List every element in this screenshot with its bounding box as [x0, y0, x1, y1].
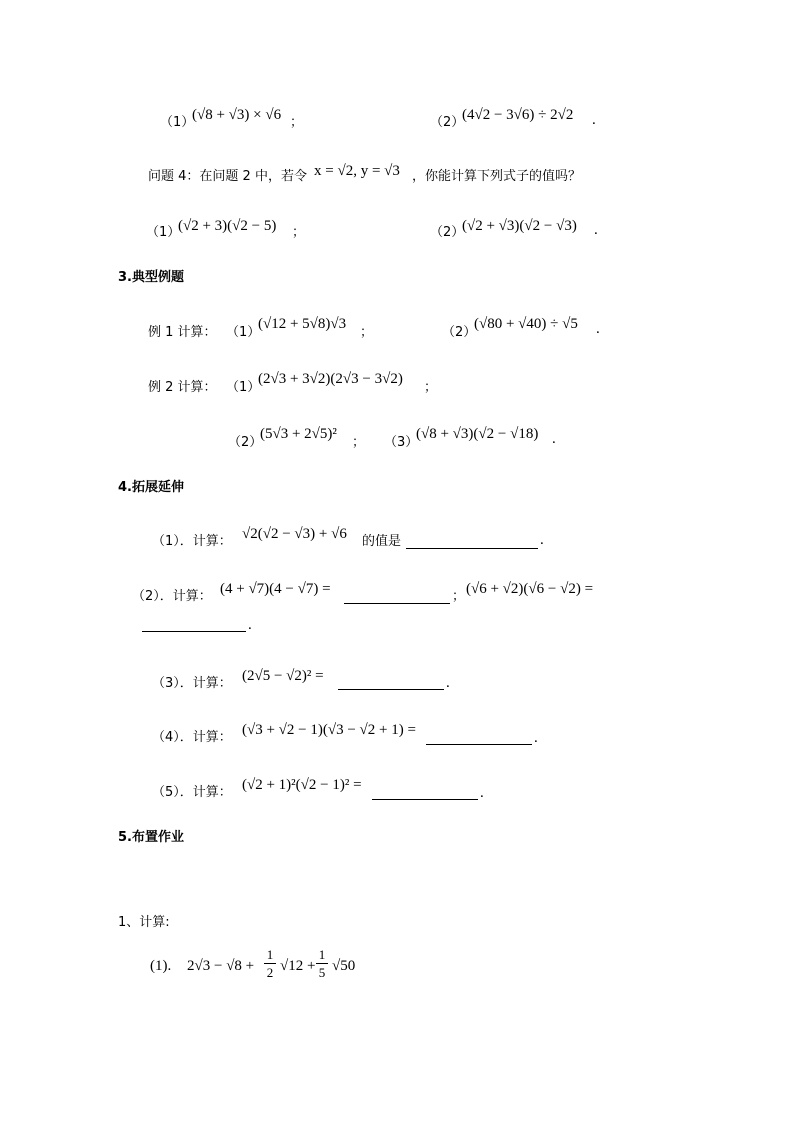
ext3-end: . [446, 675, 450, 691]
ext3-answer-blank[interactable] [338, 677, 444, 690]
ext1-answer-blank[interactable] [406, 536, 538, 549]
ext5-end: . [480, 785, 484, 801]
homework-title: 1、计算: [118, 915, 170, 930]
ext5-expr: (√2 + 1)²(√2 − 1)² = [242, 777, 362, 793]
frac2-numerator: 1 [318, 947, 326, 962]
homework-expr-part-c: √50 [332, 958, 356, 974]
ex1-end2: . [596, 321, 600, 337]
ext3-label: （3）．计算： [152, 676, 232, 691]
ext2-expr1: (4 + √7)(4 − √7) = [220, 581, 331, 597]
frac1-bar [264, 963, 276, 964]
ex1-sep1: ； [360, 325, 374, 340]
ext2-label: （2）．计算： [132, 589, 212, 604]
section-5-heading: 5.布置作业 [118, 830, 184, 845]
homework-expr-part-a: 2√3 − √8 + [187, 958, 255, 974]
row2-expr2: (√2 + √3)(√2 − √3) [462, 218, 577, 234]
row1-expr1: (√8 + √3) × √6 [192, 107, 282, 123]
ex1-expr1: (√12 + 5√8)√3 [258, 316, 347, 332]
homework-label: (1). [150, 958, 172, 974]
ex1-label1: （1） [226, 325, 261, 340]
row2-end2: . [594, 222, 598, 238]
ext1-end: . [540, 532, 544, 548]
ext4-label: （4）．计算： [152, 730, 232, 745]
ex1-expr2: (√80 + √40) ÷ √5 [474, 316, 578, 332]
ex1-prefix: 例 1 计算： [148, 325, 217, 340]
homework-frac2 [316, 948, 328, 979]
ext5-answer-blank[interactable] [372, 787, 478, 800]
ex2-prefix: 例 2 计算： [148, 380, 217, 395]
ext4-answer-blank[interactable] [426, 732, 532, 745]
ext2-sep: ； [452, 589, 466, 604]
frac1-numerator: 1 [266, 947, 274, 962]
ex2-label1: （1） [226, 380, 261, 395]
ext1-tail: 的值是 [362, 534, 402, 549]
ext1-label: （1）．计算： [152, 534, 232, 549]
row1-end2: . [592, 112, 596, 128]
ex2-sep1: ； [424, 380, 438, 395]
ex2-label3: （3） [384, 435, 419, 450]
section-3-heading: 3.典型例题 [118, 270, 184, 285]
q4-suffix: ，你能计算下列式子的值吗？ [412, 169, 582, 184]
row1-label2: （2） [430, 115, 465, 130]
ext2-answer-blank-2[interactable] [142, 619, 246, 632]
ex2-label2: （2） [228, 435, 263, 450]
q4-expr: x = √2, y = √3 [314, 163, 400, 179]
row2-expr1: (√2 + 3)(√2 − 5) [178, 218, 277, 234]
row1-expr2: (4√2 − 3√6) ÷ 2√2 [462, 107, 574, 123]
ext4-end: . [534, 730, 538, 746]
row1-sep1: ； [290, 115, 304, 130]
ext4-expr: (√3 + √2 − 1)(√3 − √2 + 1) = [242, 722, 416, 738]
row2-label1: （1） [146, 225, 181, 240]
ext5-label: （5）．计算： [152, 785, 232, 800]
ex2-expr3: (√8 + √3)(√2 − √18) [416, 426, 539, 442]
ex2-sep2: ； [352, 435, 366, 450]
row1-label1: （1） [160, 115, 195, 130]
row2-label2: （2） [430, 225, 465, 240]
ext2-end: . [248, 617, 252, 633]
ex2-expr1: (2√3 + 3√2)(2√3 − 3√2) [258, 371, 403, 387]
ex2-end3: . [552, 431, 556, 447]
ext2-expr2: (√6 + √2)(√6 − √2) = [466, 581, 594, 597]
frac1-denominator: 2 [266, 965, 274, 980]
frac2-denominator: 5 [318, 965, 326, 980]
ext3-expr: (2√5 − √2)² = [242, 668, 324, 684]
q4-prefix: 问题 4：在问题 2 中，若令 [148, 169, 307, 184]
homework-frac1 [264, 948, 276, 979]
homework-expr-part-b: √12 + [280, 958, 316, 974]
ext2-answer-blank-1[interactable] [344, 591, 450, 604]
ext1-expr: √2(√2 − √3) + √6 [242, 526, 347, 542]
ex2-expr2: (5√3 + 2√5)² [260, 426, 337, 442]
row2-sep1: ； [292, 225, 306, 240]
section-4-heading: 4.拓展延伸 [118, 480, 184, 495]
ex1-label2: （2） [442, 325, 477, 340]
frac2-bar [316, 963, 328, 964]
